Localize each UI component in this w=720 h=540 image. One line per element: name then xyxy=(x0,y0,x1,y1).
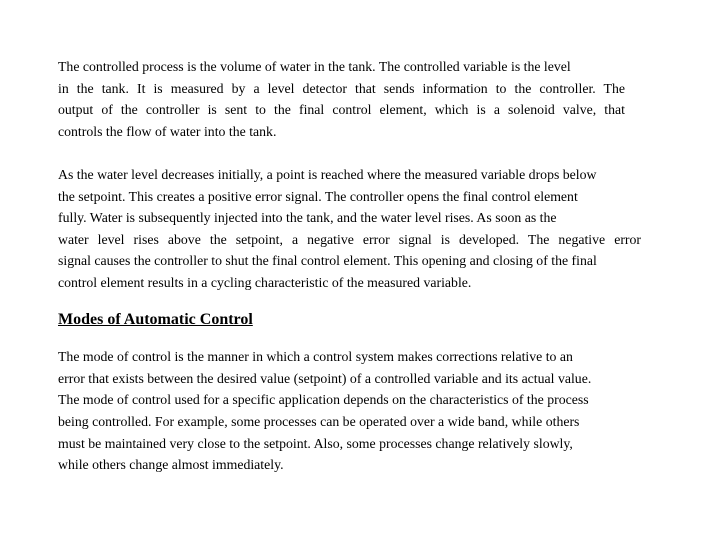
document-page xyxy=(58,56,648,497)
paragraph-water-level-cycle xyxy=(58,164,648,294)
paragraph-modes-of-control xyxy=(58,346,648,476)
text-line: water level rises above the setpoint, a negative error signal is developed. The negative error xyxy=(58,231,641,247)
text-line: being controlled. For example, some processes can be operated over a wide band, while others xyxy=(58,413,580,429)
text-line: must be maintained very close to the setpoint. Also, some processes change relatively slowly, xyxy=(58,435,573,451)
section-heading: Modes of Automatic Control xyxy=(58,311,253,329)
text-line: fully. Water is subsequently injected into the tank, and the water level rises. As soon as the xyxy=(58,210,557,226)
text-line: The mode of control is the manner in which a control system makes corrections relative to an xyxy=(58,349,573,365)
paragraph-controlled-process xyxy=(58,56,648,142)
text-line: As the water level decreases initially, a point is reached where the measured variable drops below xyxy=(58,166,597,182)
text-line: while others change almost immediately. xyxy=(58,457,284,473)
text-line: in the tank. It is measured by a level detector that sends information to the controller. The xyxy=(58,80,625,96)
text-line: error that exists between the desired value (setpoint) of a controlled variable and its actual value. xyxy=(58,370,592,386)
text-line: control element results in a cycling characteristic of the measured variable. xyxy=(58,274,472,290)
text-line: the setpoint. This creates a positive error signal. The controller opens the final control element xyxy=(58,188,578,204)
text-line: The mode of control used for a specific application depends on the characteristics of the process xyxy=(58,392,589,408)
text-line: signal causes the controller to shut the final control element. This opening and closing of the final xyxy=(58,253,597,269)
text-line: output of the controller is sent to the final control element, which is a solenoid valve, that xyxy=(58,102,625,118)
text-line: controls the flow of water into the tank. xyxy=(58,123,277,139)
text-line: The controlled process is the volume of water in the tank. The controlled variable is the level xyxy=(58,59,571,74)
